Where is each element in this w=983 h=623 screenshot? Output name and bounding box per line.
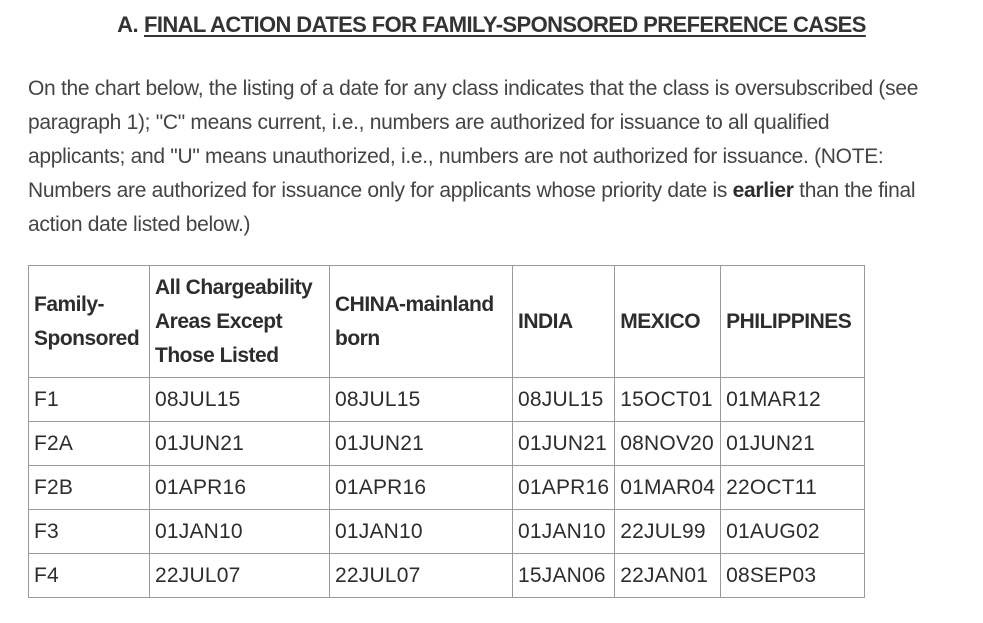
cell-date: 15OCT01	[615, 378, 721, 422]
cell-category: F2B	[29, 466, 150, 510]
cell-date: 01MAR12	[721, 378, 865, 422]
cell-date: 01AUG02	[721, 510, 865, 554]
cell-category: F2A	[29, 422, 150, 466]
cell-date: 22JAN01	[615, 554, 721, 598]
cell-date: 08JUL15	[150, 378, 330, 422]
cell-date: 08JUL15	[513, 378, 615, 422]
cell-date: 01JAN10	[150, 510, 330, 554]
header-all-chargeability: All Chargeability Areas Except Those Listed	[150, 266, 330, 378]
section-title: FINAL ACTION DATES FOR FAMILY-SPONSORED PREFERENCE CASES	[143, 12, 866, 37]
intro-text-part1: On the chart below, the listing of a date for any class indicates that the class is oversubscribed (see paragraph 1); "C" means current, i.e., numbers are authorized for issuance to all qualified applicants; and "U" means unauthorized, i.e., numbers are not authorized for issuance. (NOTE: Numbers are authorized for issuance only for applicants whose priority date is	[28, 77, 919, 202]
cell-category: F4	[29, 554, 150, 598]
cell-date: 01JAN10	[513, 510, 615, 554]
cell-date: 01APR16	[150, 466, 330, 510]
cell-date: 22OCT11	[721, 466, 865, 510]
table-row	[29, 466, 865, 510]
final-action-dates-table	[28, 265, 865, 598]
header-mexico: MEXICO	[615, 266, 721, 378]
header-china: CHINA-mainland born	[330, 266, 513, 378]
table-row	[29, 554, 865, 598]
section-heading	[0, 12, 983, 38]
table-row	[29, 422, 865, 466]
cell-date: 22JUL07	[330, 554, 513, 598]
cell-date: 01JUN21	[721, 422, 865, 466]
intro-text-part2: than the final action date listed below.)	[28, 179, 916, 236]
intro-emphasis: earlier	[732, 179, 794, 202]
cell-date: 01JUN21	[150, 422, 330, 466]
cell-date: 15JAN06	[513, 554, 615, 598]
cell-date: 22JUL99	[615, 510, 721, 554]
table-row	[29, 378, 865, 422]
cell-date: 08JUL15	[330, 378, 513, 422]
cell-date: 01JAN10	[330, 510, 513, 554]
cell-date: 08SEP03	[721, 554, 865, 598]
cell-date: 01MAR04	[615, 466, 721, 510]
cell-category: F3	[29, 510, 150, 554]
cell-date: 01APR16	[513, 466, 615, 510]
cell-date: 01JUN21	[330, 422, 513, 466]
table-row	[29, 510, 865, 554]
cell-category: F1	[29, 378, 150, 422]
header-philippines: PHILIPPINES	[721, 266, 865, 378]
cell-date: 01APR16	[330, 466, 513, 510]
header-india: INDIA	[513, 266, 615, 378]
cell-date: 08NOV20	[615, 422, 721, 466]
header-family-sponsored: Family-Sponsored	[29, 266, 150, 378]
table-header-row	[29, 266, 865, 378]
intro-paragraph	[28, 72, 928, 242]
cell-date: 01JUN21	[513, 422, 615, 466]
section-letter: A.	[117, 12, 138, 37]
cell-date: 22JUL07	[150, 554, 330, 598]
